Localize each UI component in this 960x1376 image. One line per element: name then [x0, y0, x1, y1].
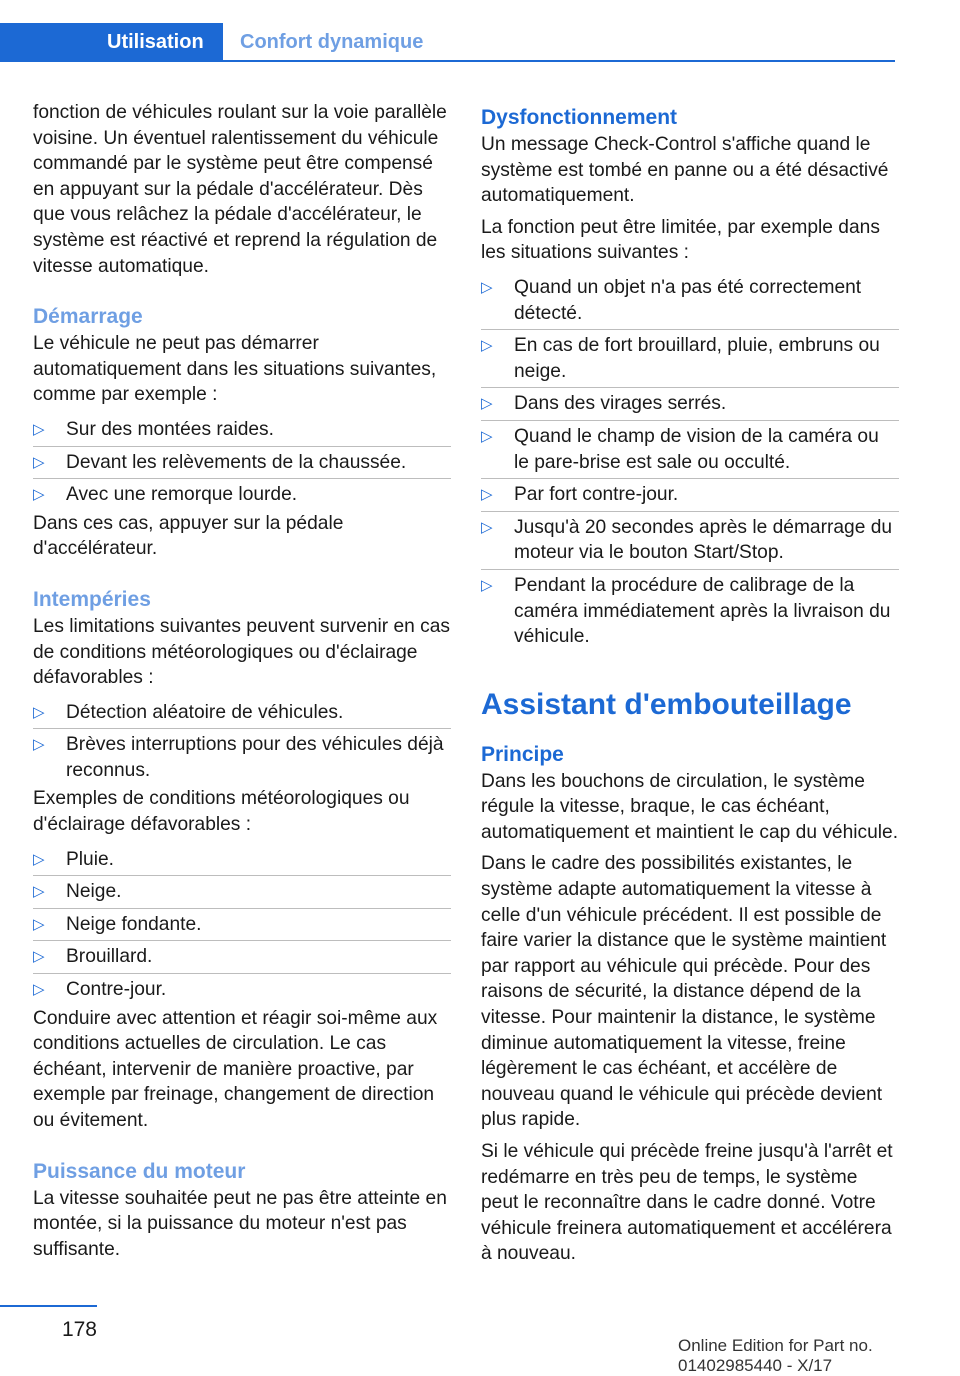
- intemperies-examples: Exemples de conditions météorologiques ou d'éclairage défavorables :: [33, 788, 410, 836]
- list-item: ▷ Sur des montées raides.: [33, 414, 451, 447]
- edition-note: Online Edition for Part no. 01402985440 - X/17: [678, 1336, 873, 1375]
- triangle-bullet-icon: ▷: [481, 486, 493, 504]
- principe-paragraph-2: Dans le cadre des possibilités existantes, le système adapte automatiquement la vitesse à celle d'un véhicule précédent. Il est possible de faire varier la distance que le système maintient par rapport au véhicule qui précède. Pour des raisons de sécurité, la distance dépend de la vitesse. Pour maintenir la distance, le système diminue automatiquement la vitesse, freine légèrement le cas échéant, et accélère de nouveau quand le véhicule qui précède devient plus rapide.: [481, 853, 887, 1131]
- triangle-bullet-icon: ▷: [33, 736, 45, 754]
- triangle-bullet-icon: ▷: [481, 576, 493, 594]
- demarrage-after: Dans ces cas, appuyer sur la pédale d'accélérateur.: [33, 512, 344, 560]
- heading-dysfonctionnement: Dysfonctionnement: [481, 106, 678, 129]
- triangle-bullet-icon: ▷: [33, 850, 45, 868]
- triangle-bullet-icon: ▷: [481, 427, 493, 445]
- page-number: 178: [61, 1318, 97, 1341]
- tab-utilisation[interactable]: Utilisation: [0, 23, 223, 62]
- intemperies-text: Les limitations suivantes peuvent survenir en cas de conditions météorologiques ou d'éclairage défavorables :: [33, 615, 451, 689]
- list-item: ▷ Avec une remorque lourde.: [33, 479, 451, 511]
- triangle-bullet-icon: ▷: [33, 915, 45, 933]
- heading-intemperies: Intempéries: [33, 587, 151, 611]
- list-item: ▷ Brèves interruptions pour des véhicules déjà reconnus.: [33, 734, 444, 781]
- list-item: ▷ Pendant la procédure de calibrage de la caméra immédiatement après la livraison du véhicule.: [481, 574, 891, 648]
- heading-demarrage: Démarrage: [33, 305, 143, 329]
- demarrage-list: [33, 414, 451, 511]
- list-item: ▷ Pluie.: [33, 844, 451, 877]
- demarrage-text: Le véhicule ne peut pas démarrer automatiquement dans les situations suivantes, comme par exemple :: [33, 333, 437, 406]
- triangle-bullet-icon: ▷: [33, 703, 45, 721]
- list-item: ▷ En cas de fort brouillard, pluie, embruns ou neige.: [481, 330, 899, 388]
- list-item: ▷ Devant les relèvements de la chaussée.: [33, 447, 451, 480]
- footer-rule: [0, 1305, 97, 1307]
- heading-principe: Principe: [481, 742, 564, 766]
- principe-paragraph-3: Si le véhicule qui précède freine jusqu'à l'arrêt et redémarre en très peu de temps, le système peut le reconnaître dans le cadre donné. Votre véhicule freinera automatiquement et accélérera à nouveau.: [481, 1141, 893, 1265]
- dysfonctionnement-text1: Un message Check-Control s'affiche quand le système est tombé en panne ou a été désactivé automatiquement.: [481, 134, 889, 207]
- conditions-list: [33, 844, 451, 1006]
- list-item: ▷ Quand un objet n'a pas été correctement détecté.: [481, 272, 899, 330]
- heading-puissance-moteur: Puissance du moteur: [33, 1159, 246, 1183]
- list-item: ▷ Neige fondante.: [33, 909, 451, 942]
- left-column: [33, 100, 451, 1268]
- triangle-bullet-icon: ▷: [33, 948, 45, 966]
- list-item: ▷ Contre-jour.: [33, 974, 451, 1006]
- list-item: ▷ Jusqu'à 20 secondes après le démarrage du moteur via le bouton Start/Stop.: [481, 512, 899, 570]
- triangle-bullet-icon: ▷: [481, 395, 493, 413]
- triangle-bullet-icon: ▷: [33, 981, 45, 999]
- puissance-text: La vitesse souhaitée peut ne pas être atteinte en montée, si la puissance du moteur n'est pas suffisante.: [33, 1187, 447, 1260]
- triangle-bullet-icon: ▷: [33, 453, 45, 471]
- list-item: ▷ Par fort contre-jour.: [481, 479, 899, 512]
- triangle-bullet-icon: ▷: [33, 486, 45, 504]
- tab-confort-dynamique[interactable]: Confort dynamique: [240, 31, 424, 53]
- list-item: ▷ Dans des virages serrés.: [481, 388, 899, 421]
- list-item: ▷ Neige.: [33, 876, 451, 909]
- dysfonctionnement-text2: La fonction peut être limitée, par exemple dans les situations suivantes :: [481, 216, 880, 264]
- list-item: ▷ Brouillard.: [33, 941, 451, 974]
- triangle-bullet-icon: ▷: [481, 278, 493, 296]
- header-tabbar: [0, 0, 895, 62]
- intro-paragraph: fonction de véhicules roulant sur la voie parallèle voisine. Un éventuel ralentissement du véhicule commandé par le système peut être compensé en appuyant sur la pédale d'accélérateur. Dès que vous relâchez la pédale d'accélérateur, le système est réactivé et reprend la régulation de vitesse automatique.: [33, 102, 447, 277]
- triangle-bullet-icon: ▷: [481, 337, 493, 355]
- heading-assistant-embouteillage: Assistant d'embouteillage: [481, 687, 852, 721]
- dysfonctionnement-list: [481, 272, 899, 653]
- triangle-bullet-icon: ▷: [33, 883, 45, 901]
- triangle-bullet-icon: ▷: [33, 420, 45, 438]
- principe-paragraph-1: Dans les bouchons de circulation, le système régule la vitesse, braque, le cas échéant, automatiquement et maintient le cap du véhicule.: [481, 770, 899, 843]
- list-item: ▷ Détection aléatoire de véhicules.: [33, 697, 451, 730]
- intemperies-after: Conduire avec attention et réagir soi-même aux conditions actuelles de circulation. Le cas échéant, intervenir de manière proactive, par exemple par freinage, changement de direction ou évitement.: [33, 1007, 438, 1131]
- triangle-bullet-icon: ▷: [481, 518, 493, 536]
- list-item: ▷ Quand le champ de vision de la caméra ou le pare-brise est sale ou occulté.: [481, 421, 899, 479]
- intemperies-list: [33, 697, 451, 787]
- right-column: [481, 104, 899, 1273]
